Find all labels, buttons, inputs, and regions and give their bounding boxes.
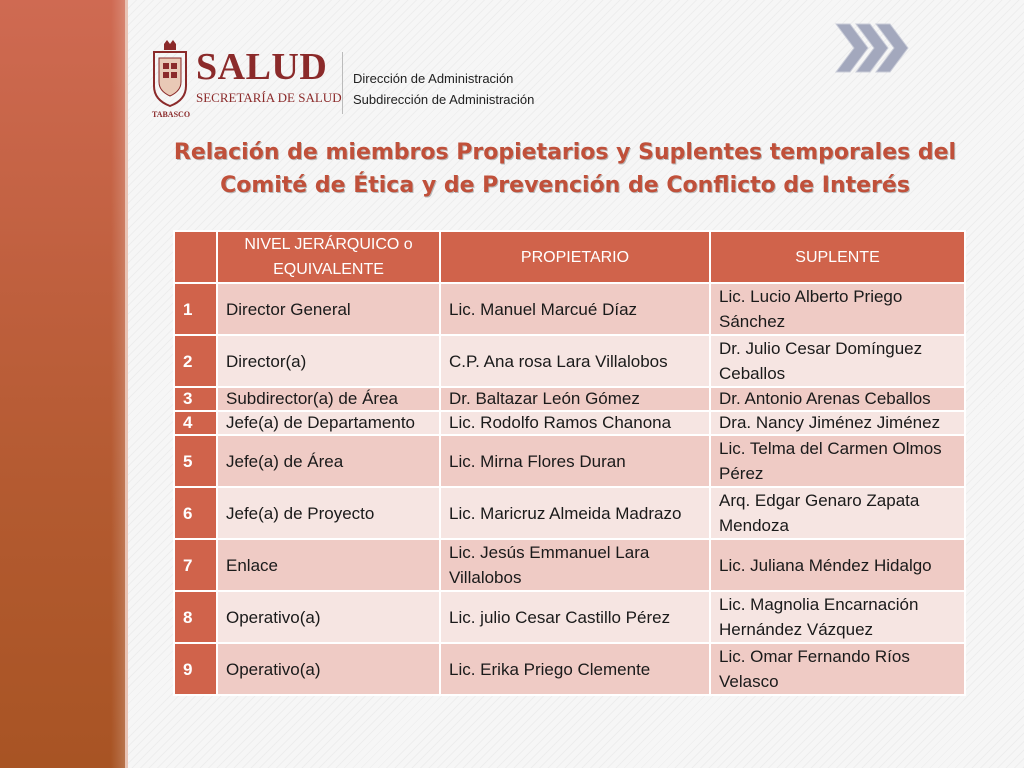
table-row (174, 487, 965, 539)
department-line-1: Dirección de Administración (353, 71, 514, 86)
page-title-line-1: Relación de miembros Propietarios y Suplentes temporales del (173, 140, 957, 165)
table-row (174, 411, 965, 435)
row-owner: Lic. julio Cesar Castillo Pérez (440, 591, 710, 643)
triple-chevron-right-icon (834, 20, 914, 76)
row-number: 5 (174, 435, 217, 487)
row-number: 2 (174, 335, 217, 387)
row-owner: C.P. Ana rosa Lara Villalobos (440, 335, 710, 387)
table-row (174, 335, 965, 387)
header-number (174, 231, 217, 283)
row-owner: Lic. Jesús Emmanuel Lara Villalobos (440, 539, 710, 591)
logo-subtitle: SECRETARÍA DE SALUD (196, 90, 342, 105)
row-substitute: Dr. Antonio Arenas Ceballos (710, 387, 965, 411)
row-owner: Lic. Erika Priego Clemente (440, 643, 710, 695)
row-substitute: Lic. Lucio Alberto Priego Sánchez (710, 283, 965, 335)
row-substitute: Lic. Magnolia Encarnación Hernández Vázquez (710, 591, 965, 643)
page-title-line-2: Comité de Ética y de Prevención de Conflicto de Interés (220, 173, 910, 198)
row-level: Operativo(a) (217, 643, 440, 695)
row-level: Operativo(a) (217, 591, 440, 643)
row-number: 3 (174, 387, 217, 411)
row-owner: Lic. Rodolfo Ramos Chanona (440, 411, 710, 435)
logo-title: SALUD (196, 46, 328, 88)
header-level: NIVEL JERÁRQUICO o EQUIVALENTE (217, 231, 440, 283)
table-row (174, 539, 965, 591)
coat-of-arms-icon (150, 38, 190, 120)
table-row (174, 387, 965, 411)
row-number: 7 (174, 539, 217, 591)
table-row (174, 283, 965, 335)
table-row (174, 643, 965, 695)
row-number: 6 (174, 487, 217, 539)
row-substitute: Lic. Juliana Méndez Hidalgo (710, 539, 965, 591)
header-owner: PROPIETARIO (440, 231, 710, 283)
row-owner: Lic. Manuel Marcué Díaz (440, 283, 710, 335)
page-title (150, 136, 980, 202)
row-level: Jefe(a) de Proyecto (217, 487, 440, 539)
row-substitute: Dr. Julio Cesar Domínguez Ceballos (710, 335, 965, 387)
salud-logo (150, 38, 340, 120)
row-number: 4 (174, 411, 217, 435)
row-substitute: Lic. Telma del Carmen Olmos Pérez (710, 435, 965, 487)
row-number: 1 (174, 283, 217, 335)
department-line-2: Subdirección de Administración (353, 92, 535, 107)
table-row (174, 591, 965, 643)
header-divider (342, 52, 343, 114)
row-substitute: Dra. Nancy Jiménez Jiménez (710, 411, 965, 435)
row-owner: Lic. Maricruz Almeida Madrazo (440, 487, 710, 539)
members-table (173, 230, 966, 696)
row-level: Director General (217, 283, 440, 335)
row-level: Enlace (217, 539, 440, 591)
row-number: 8 (174, 591, 217, 643)
table-row (174, 435, 965, 487)
decorative-side-bar (0, 0, 128, 768)
row-owner: Lic. Mirna Flores Duran (440, 435, 710, 487)
row-level: Subdirector(a) de Área (217, 387, 440, 411)
header-substitute: SUPLENTE (710, 231, 965, 283)
row-substitute: Lic. Omar Fernando Ríos Velasco (710, 643, 965, 695)
row-owner: Dr. Baltazar León Gómez (440, 387, 710, 411)
logo-state-label: TABASCO (151, 110, 191, 119)
row-number: 9 (174, 643, 217, 695)
row-level: Jefe(a) de Área (217, 435, 440, 487)
row-level: Jefe(a) de Departamento (217, 411, 440, 435)
table-header-row (174, 231, 965, 283)
row-substitute: Arq. Edgar Genaro Zapata Mendoza (710, 487, 965, 539)
row-level: Director(a) (217, 335, 440, 387)
department-block (353, 68, 534, 110)
